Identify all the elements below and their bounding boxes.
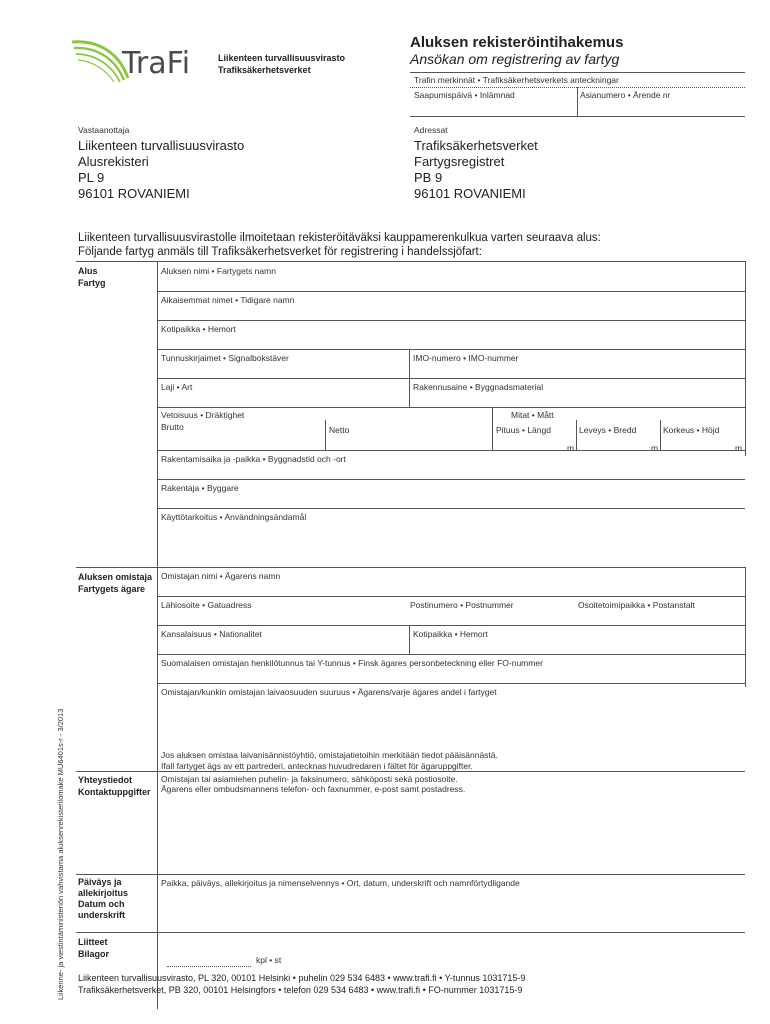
footer-sv: Trafiksäkerhetsverket, PB 320, 00101 Helsingfors • telefon 029 534 6483 • www.trafi.fi • FO-nummer 1031715-9 bbox=[78, 985, 523, 995]
width-field[interactable]: Leveys • Bredd bbox=[579, 425, 637, 435]
section-attachments: Liitteet Bilagor bbox=[78, 937, 110, 959]
street-address-field[interactable]: Lähiosoite • Gatuadress bbox=[161, 600, 252, 610]
nationality-field[interactable]: Kansalaisuus • Nationalitet bbox=[161, 629, 262, 639]
attachment-count-label: kpl • st bbox=[256, 955, 282, 965]
imo-number-field[interactable]: IMO-numero • IMO-nummer bbox=[413, 353, 519, 363]
postcode-field[interactable]: Postinumero • Postnummer bbox=[410, 600, 514, 610]
section-signature: Päiväys ja allekirjoitus Datum och underskrift bbox=[78, 877, 129, 920]
trafi-logo bbox=[70, 36, 220, 86]
purpose-field[interactable]: Käyttötarkoitus • Användningsändamål bbox=[161, 512, 307, 522]
gross-tonnage-field[interactable]: Brutto bbox=[161, 422, 184, 432]
attachment-count-line[interactable] bbox=[167, 966, 251, 967]
building-material-field[interactable]: Rakennusaine • Byggnadsmaterial bbox=[413, 382, 544, 392]
intro-sv: Följande fartyg anmäls till Trafiksäkerhetsverket för registrering i handelssjöfart: bbox=[78, 246, 482, 258]
tonnage-label: Vetoisuus • Dräktighet bbox=[161, 410, 245, 420]
owner-name-field[interactable]: Omistajan nimi • Ägarens namn bbox=[161, 571, 281, 581]
form-title-fi: Aluksen rekisteröintihakemus bbox=[410, 34, 624, 51]
agency-name-sv: Trafiksäkerhetsverket bbox=[218, 65, 311, 75]
post-office-field[interactable]: Osoitetoimipaikka • Postanstalt bbox=[578, 600, 695, 610]
unit-length: m bbox=[567, 443, 575, 453]
home-port-field[interactable]: Kotipaikka • Hemort bbox=[161, 324, 236, 334]
section-contact: Yhteystiedot Kontaktuppgifter bbox=[78, 775, 151, 797]
addressee-address: Trafiksäkerhetsverket Fartygsregistret PB 9 96101 ROVANIEMI bbox=[414, 138, 538, 201]
former-names-field[interactable]: Aikaisemmat nimet • Tidigare namn bbox=[161, 295, 295, 305]
builder-field[interactable]: Rakentaja • Byggare bbox=[161, 483, 239, 493]
side-form-note: Liikenne- ja viestintäministeriön vahvistama aluksenrekisterilomake MU6401s-r - 3/2013 bbox=[56, 708, 65, 1000]
id-number-field[interactable]: Suomalaisen omistajan henkilötunnus tai Y-tunnus • Finsk ägares personbeteckning eller FO-nummer bbox=[161, 658, 543, 668]
length-field[interactable]: Pituus • Längd bbox=[496, 425, 551, 435]
section-owner: Aluksen omistaja Fartygets ägare bbox=[78, 572, 153, 594]
unit-width: m bbox=[651, 443, 659, 453]
address-label: Adressat bbox=[414, 125, 448, 135]
recipient-label: Vastaanottaja bbox=[78, 125, 130, 135]
section-vessel: Alus Fartyg bbox=[78, 266, 106, 288]
contact-info-field[interactable]: Omistajan tai asiamiehen puhelin- ja faksinumero, sähköposti sekä postiosoite. Ägarens eller ombudsmannens telefon- och faxnummer, e-post samt postadress. bbox=[161, 774, 466, 794]
shipowner-note-fi: Jos aluksen omistaa laivanisännistöyhtiö, omistajatietoihin merkitään tiedot pääisännästä. bbox=[161, 750, 498, 760]
intro-fi: Liikenteen turvallisuusvirastolle ilmoitetaan rekisteröitäväksi kauppamerenkulkua varten seuraava alus: bbox=[78, 232, 601, 244]
agency-name-fi: Liikenteen turvallisuusvirasto bbox=[218, 53, 346, 63]
unit-height: m bbox=[735, 443, 743, 453]
owner-home-field[interactable]: Kotipaikka • Hemort bbox=[413, 629, 488, 639]
form-title-sv: Ansökan om registrering av fartyg bbox=[410, 51, 620, 67]
office-note: Trafin merkinnät • Trafiksäkerhetsverkets anteckningar bbox=[414, 75, 619, 85]
net-tonnage-field[interactable]: Netto bbox=[329, 425, 350, 435]
height-field[interactable]: Korkeus • Höjd bbox=[663, 425, 720, 435]
arrival-date-field[interactable]: Saapumispäivä • Inlämnad bbox=[414, 90, 515, 100]
case-number-field[interactable]: Asianumero • Ärende nr bbox=[580, 90, 671, 100]
ownership-share-field[interactable]: Omistajan/kunkin omistajan laivaosuuden suuruus • Ägarens/varje ägares andel i fartyget bbox=[161, 687, 497, 697]
footer-fi: Liikenteen turvallisuusvirasto, PL 320, 00101 Helsinki • puhelin 029 534 6483 • www.trafi.fi • Y-tunnus 1031715-9 bbox=[78, 973, 526, 983]
vessel-type-field[interactable]: Laji • Art bbox=[161, 382, 193, 392]
shipowner-note-sv: Ifall fartyget ägs av ett partrederi, antecknas huvudredaren i fältet för ägaruppgifter. bbox=[161, 761, 473, 771]
signature-field[interactable]: Paikka, päiväys, allekirjoitus ja nimenselvennys • Ort, datum, underskrift och namnförtydligande bbox=[161, 878, 520, 888]
swoosh-icon bbox=[70, 36, 130, 86]
brand-name: TraFi bbox=[122, 46, 191, 81]
signal-letters-field[interactable]: Tunnuskirjaimet • Signalbokstäver bbox=[161, 353, 289, 363]
vessel-name-field[interactable]: Aluksen nimi • Fartygets namn bbox=[161, 266, 276, 276]
built-time-place-field[interactable]: Rakentamisaika ja -paikka • Byggnadstid och -ort bbox=[161, 454, 346, 464]
recipient-address: Liikenteen turvallisuusvirasto Alusrekisteri PL 9 96101 ROVANIEMI bbox=[78, 138, 245, 201]
dimensions-label: Mitat • Mått bbox=[511, 410, 554, 420]
